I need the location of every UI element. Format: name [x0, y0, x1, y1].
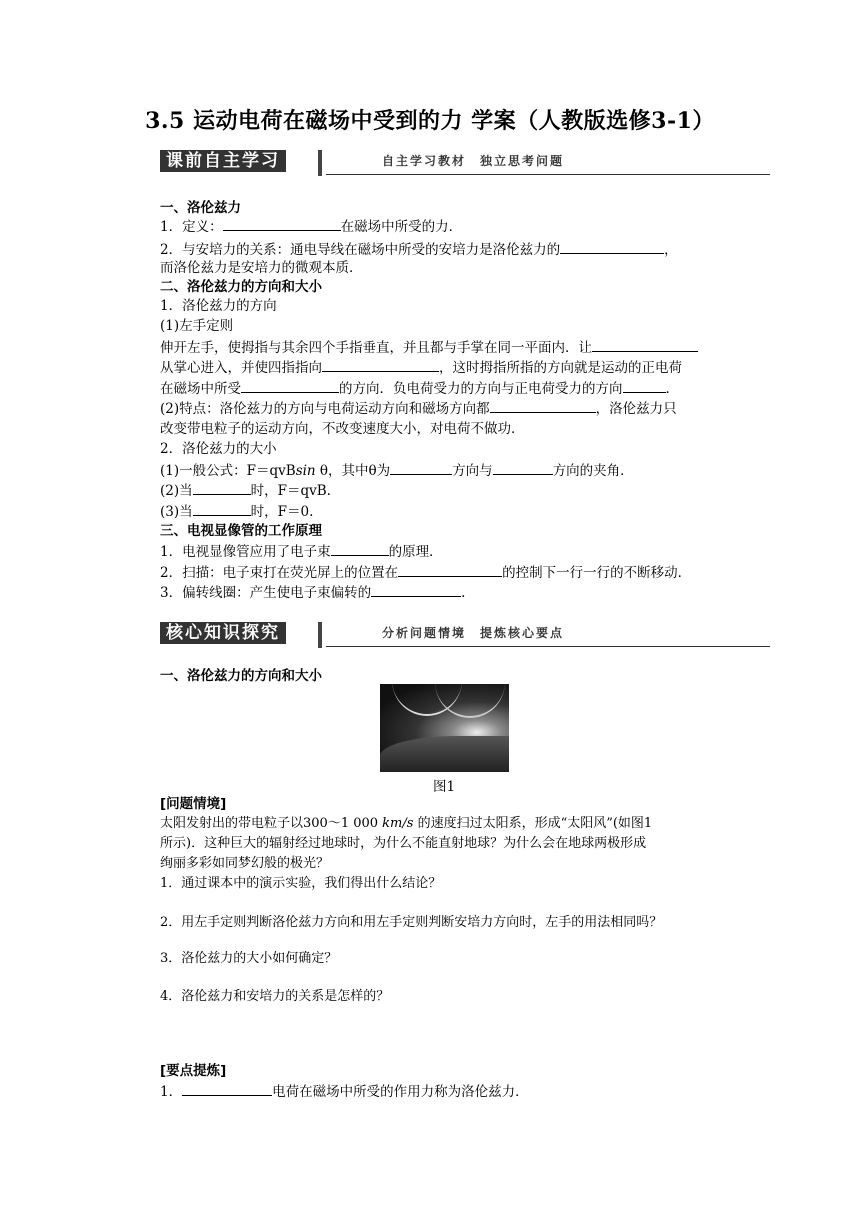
text-line: 所示)．这种巨大的辐射经过地球时，为什么不能直射地球？为什么会在地球两极形成: [160, 836, 647, 851]
fill-blank[interactable]: [560, 240, 664, 254]
text-line: 1．洛伦兹力的方向: [160, 298, 277, 314]
fill-blank[interactable]: [182, 1082, 272, 1096]
text-line: 2．洛伦兹力的大小: [160, 441, 277, 457]
text-line: 1．定义： 在磁场中所受的力．: [160, 219, 463, 235]
key-points-title: [要点提炼]: [160, 1063, 227, 1079]
problem-situation-title: [问题情境]: [160, 796, 227, 812]
fill-blank[interactable]: [322, 358, 439, 372]
question-3: 3．洛伦兹力的大小如何确定？: [160, 951, 338, 966]
question-4: 4．洛伦兹力和安培力的关系是怎样的？: [160, 989, 390, 1004]
text-line: (1)左手定则: [160, 318, 234, 334]
fill-blank[interactable]: [193, 502, 251, 516]
question-2: 2．用左手定则判断洛伦兹力方向和用左手定则判断安培力方向时，左手的用法相同吗？: [160, 915, 663, 930]
banner-bar: [318, 150, 322, 176]
text-line: 从掌心进入，并使四指指向 ，这时拇指所指的方向就是运动的正电荷: [160, 360, 682, 376]
text-line: 而洛伦兹力是安培力的微观本质．: [160, 260, 363, 276]
heading-direction-magnitude: 二、洛伦兹力的方向和大小: [160, 279, 322, 295]
fill-blank[interactable]: [193, 481, 251, 495]
fill-blank[interactable]: [398, 563, 502, 577]
banner-subtitle: 分析问题情境 提炼核心要点: [382, 626, 565, 640]
figure-caption: 图1: [432, 779, 456, 795]
question-1: 1．通过课本中的演示实验，我们得出什么结论？: [160, 876, 442, 891]
text-line: 绚丽多彩如同梦幻般的极光？: [160, 856, 330, 871]
text-line: (3)当 时，F＝0.: [160, 504, 314, 520]
banner-name: 课前自主学习: [160, 150, 286, 172]
heading-tv-tube: 三、电视显像管的工作原理: [160, 523, 322, 539]
text-line: 3．偏转线圈：产生使电子束偏转的 .: [160, 585, 466, 601]
text-line: 2．与安培力的关系：通电导线在磁场中所受的安培力是洛伦兹力的 ，: [160, 242, 678, 258]
fill-blank[interactable]: [493, 461, 553, 475]
fill-blank[interactable]: [623, 379, 666, 393]
planet-arc-shape: [435, 684, 505, 718]
text-line: 伸开左手，使拇指与其余四个手指垂直，并且都与手掌在同一平面内．让: [160, 338, 698, 357]
text-line: 太阳发射出的带电粒子以300～1 000 km/s 的速度扫过太阳系，形成“太阳风”(如图1: [160, 816, 653, 831]
fill-blank[interactable]: [241, 379, 339, 393]
page-title: 3.5 运动电荷在磁场中受到的力 学案（人教版选修3-1）: [145, 108, 715, 134]
fill-blank[interactable]: [490, 399, 596, 413]
banner-subtitle: 自主学习教材 独立思考问题: [382, 154, 565, 168]
fill-blank[interactable]: [371, 583, 461, 597]
text-line: 2．扫描：电子束打在荧光屏上的位置在 的控制下一行一行的不断移动．: [160, 565, 692, 581]
text-line: 1．电视显像管应用了电子束 的原理．: [160, 544, 443, 560]
fill-blank[interactable]: [223, 217, 341, 231]
heading-direction-magnitude-2: 一、洛伦兹力的方向和大小: [160, 668, 322, 684]
section-banner-core-knowledge: [160, 622, 770, 648]
banner-line: [326, 646, 770, 647]
banner-name: 核心知识探究: [160, 622, 286, 644]
banner-line: [326, 174, 770, 175]
text-line: (1)一般公式：F＝qvBsin θ，其中θ为 方向与 方向的夹角．: [160, 463, 634, 479]
fill-blank[interactable]: [592, 338, 698, 352]
section-banner-pre-study: [160, 150, 770, 176]
text-line: (2)当 时，F＝qvB.: [160, 483, 331, 499]
text-line: (2)特点：洛伦兹力的方向与电荷运动方向和磁场方向都 ，洛伦兹力只: [160, 401, 677, 417]
horizon-shape: [380, 736, 509, 772]
fill-blank[interactable]: [331, 542, 389, 556]
fill-blank[interactable]: [390, 461, 452, 475]
text-line: 在磁场中所受 的方向．负电荷受力的方向与正电荷受力的方向 ．: [160, 381, 679, 397]
heading-lorentz-force: 一、洛伦兹力: [160, 200, 241, 216]
banner-bar: [318, 622, 322, 648]
aurora-figure-image: [380, 684, 509, 772]
text-line: 1． 电荷在磁场中所受的作用力称为洛伦兹力．: [160, 1084, 529, 1100]
text-line: 改变带电粒子的运动方向，不改变速度大小，对电荷不做功．: [160, 421, 525, 437]
